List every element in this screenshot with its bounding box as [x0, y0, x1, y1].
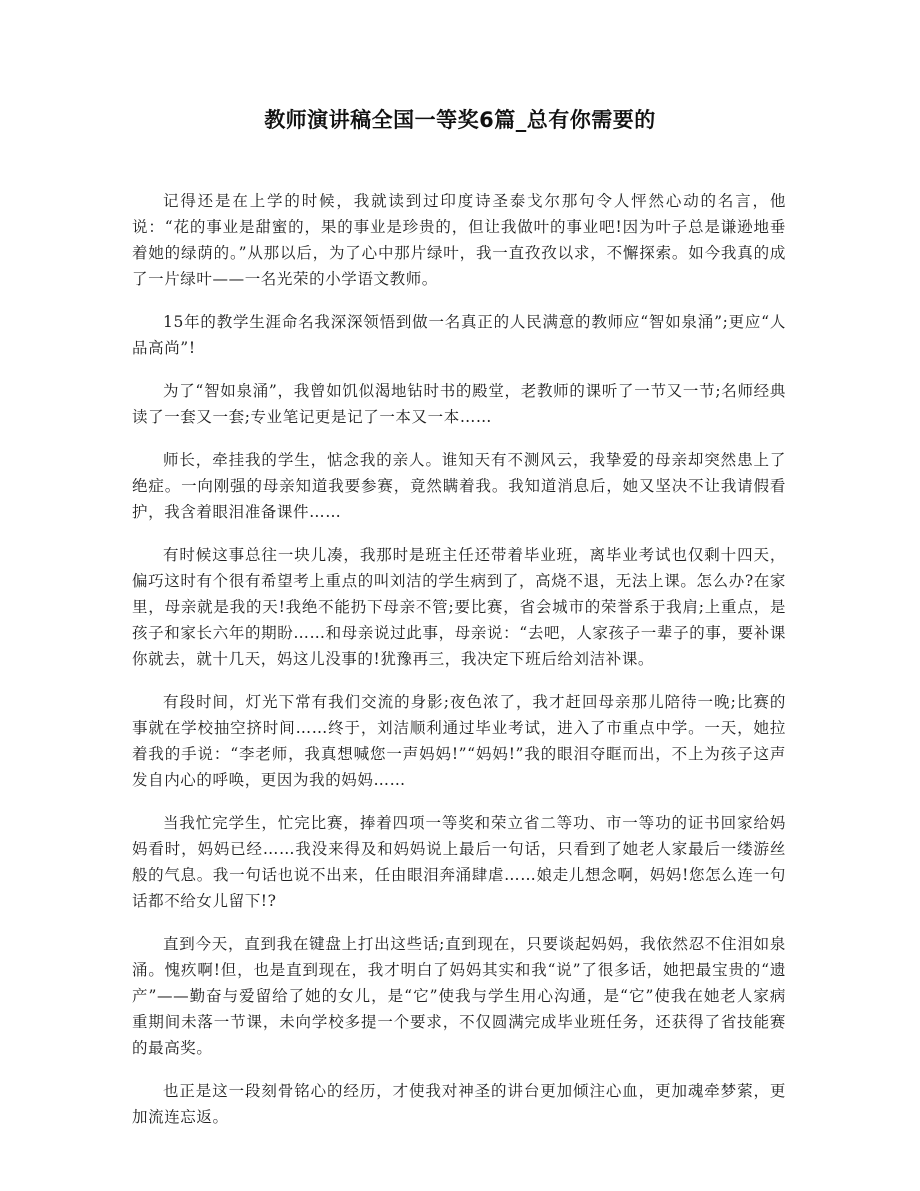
- paragraph-5: 有时候这事总往一块儿凑，我那时是班主任还带着毕业班，离毕业考试也仅剩十四天，偏巧这时有个很有希望考上重点的叫刘洁的学生病到了，高烧不退，无法上课。怎么办?在家里，母亲就是我的天!我绝不能扔下母亲不管;要比赛，省会城市的荣誉系于我肩;上重点，是孩子和家长六年的期盼……和母亲说过此事，母亲说：“去吧，人家孩子一辈子的事，要补课你就去，就十几天，妈这儿没事的!犹豫再三，我决定下班后给刘洁补课。: [132, 546, 786, 668]
- paragraph-4: 师长，牵挂我的学生，惦念我的亲人。谁知天有不测风云，我挚爱的母亲却突然患上了绝症。一向刚强的母亲知道我要参赛，竟然瞒着我。我知道消息后，她又坚决不让我请假看护，我含着眼泪准备课件……: [132, 451, 786, 521]
- page-title: 教师演讲稿全国一等奖6篇_总有你需要的: [264, 108, 656, 132]
- document-body: [132, 188, 786, 1147]
- paragraph-8: 直到今天，直到我在键盘上打出这些话;直到现在，只要谈起妈妈，我依然忍不住泪如泉涌。愧疚啊!但，也是直到现在，我才明白了妈妈其实和我“说”了很多话，她把最宝贵的“遗产”——勤奋与爱留给了她的女儿，是“它”使我与学生用心沟通，是“它”使我在她老人家病重期间未落一节课，未向学校多提一个要求，不仅圆满完成毕业班任务，还获得了省技能赛的最高奖。: [132, 935, 786, 1057]
- paragraph-1: 记得还是在上学的时候，我就读到过印度诗圣泰戈尔那句令人怦然心动的名言，他说：“花的事业是甜蜜的，果的事业是珍贵的，但让我做叶的事业吧!因为叶子总是谦逊地垂着她的绿荫的。”从那以后，为了心中那片绿叶，我一直孜孜以求，不懈探索。如今我真的成了一片绿叶——一名光荣的小学语文教师。: [132, 192, 786, 288]
- paragraph-7: 当我忙完学生，忙完比赛，捧着四项一等奖和荣立省二等功、市一等功的证书回家给妈妈看时，妈妈已经……我没来得及和妈妈说上最后一句话，只看到了她老人家最后一缕游丝般的气息。我一句话也说不出来，任由眼泪奔涌肆虐……娘走儿想念啊，妈妈!您怎么连一句话都不给女儿留下!?: [132, 814, 786, 910]
- paragraph-3: 为了“智如泉涌”，我曾如饥似渴地钻时书的殿堂，老教师的课听了一节又一节;名师经典读了一套又一套;专业笔记更是记了一本又一本……: [132, 382, 786, 426]
- paragraph-6: 有段时间，灯光下常有我们交流的身影;夜色浓了，我才赶回母亲那儿陪待一晚;比赛的事就在学校抽空挤时间……终于，刘洁顺利通过毕业考试，进入了市重点中学。一天，她拉着我的手说：“李老师，我真想喊您一声妈妈!”“妈妈!”我的眼泪夺眶而出，不上为孩子这声发自内心的呼唤，更因为我的妈妈……: [132, 693, 786, 789]
- paragraph-9: 也正是这一段刻骨铭心的经历，才使我对神圣的讲台更加倾注心血，更加魂牵梦萦，更加流连忘返。: [132, 1082, 786, 1126]
- paragraph-2: 15年的教学生涯命名我深深领悟到做一名真正的人民满意的教师应“智如泉涌”;更应“人品高尚”!: [132, 313, 786, 357]
